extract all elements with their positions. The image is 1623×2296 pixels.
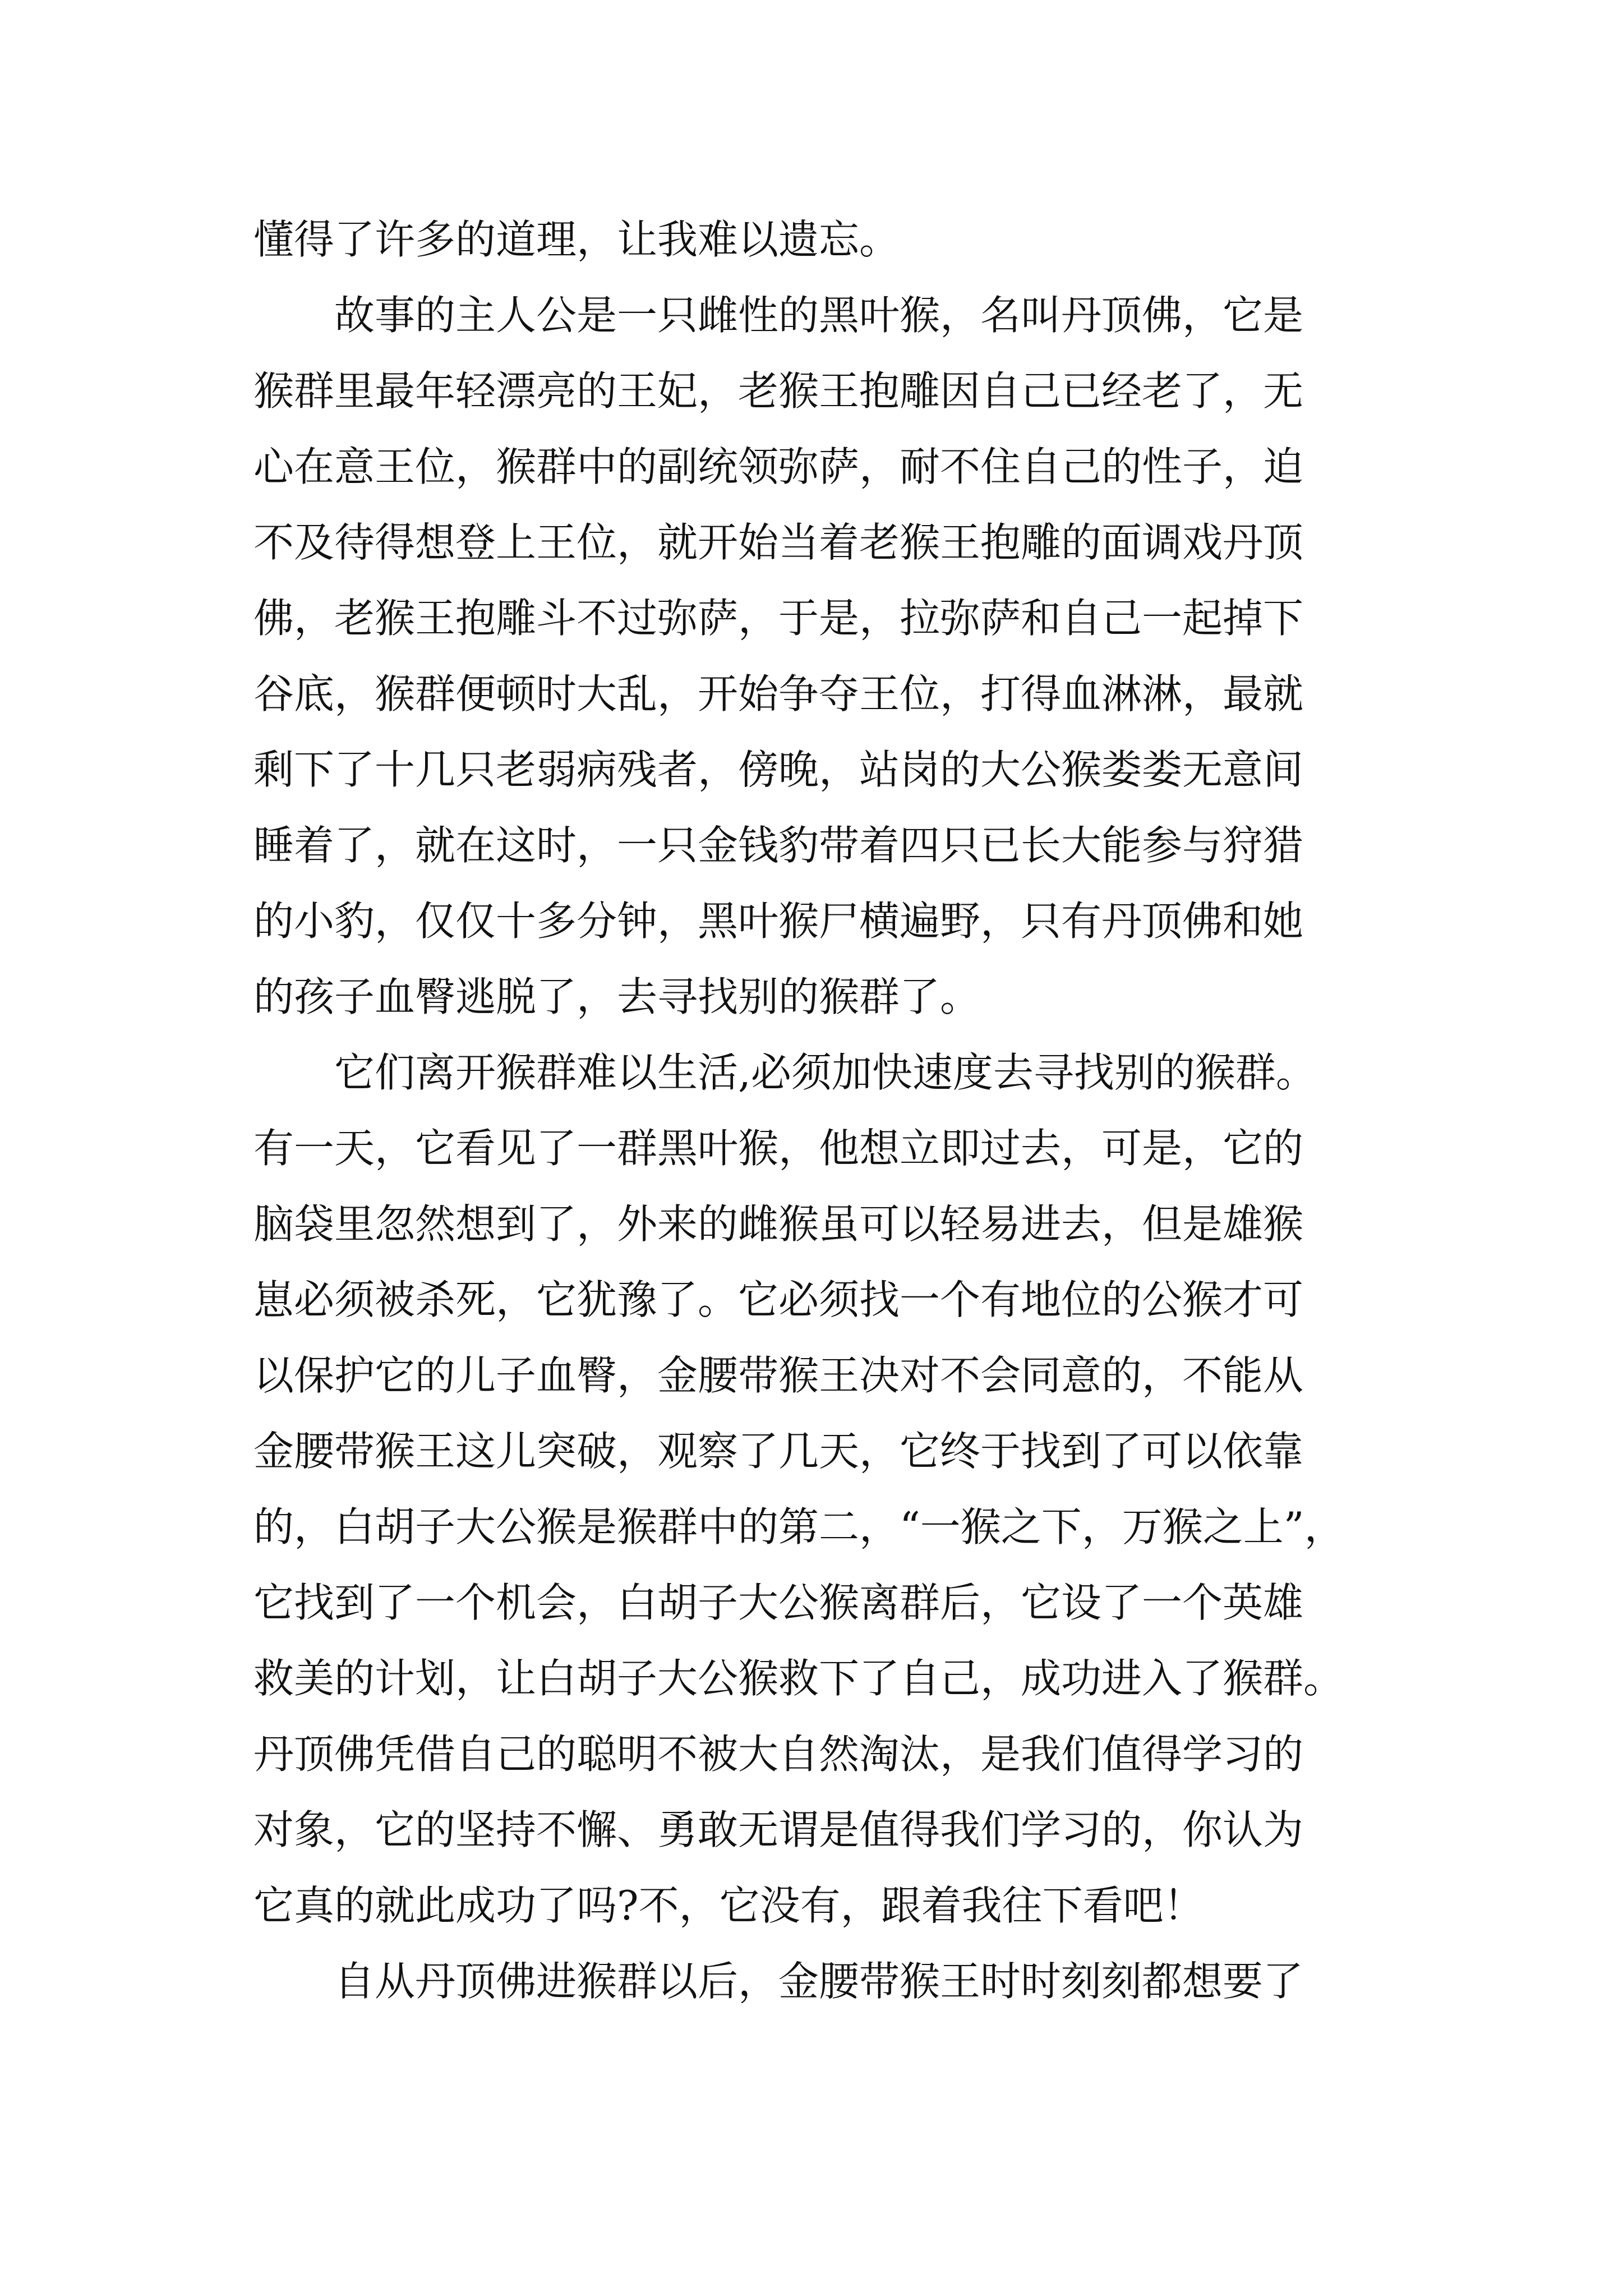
text-line: 懂得了许多的道理，让我难以遗忘。 [253,216,900,263]
text-line: 崽必须被杀死，它犹豫了。它必须找一个有地位的公猴才可 [253,1276,1304,1323]
text-line: 脑袋里忽然想到了，外来的雌猴虽可以轻易进去，但是雄猴 [253,1200,1304,1248]
text-line: 金腰带猴王这儿突破，观察了几天，它终于找到了可以依靠 [253,1428,1304,1475]
text-line: 剩下了十几只老弱病残者，傍晚，站岗的大公猴娄娄无意间 [253,746,1304,793]
text-line: 故事的主人公是一只雌性的黑叶猴，名叫丹顶佛，它是 [334,292,1304,339]
text-line: 猴群里最年轻漂亮的王妃，老猴王抱雕因自己已经老了，无 [253,367,1304,415]
text-line: 心在意王位，猴群中的副统领弥萨，耐不住自己的性子，迫 [253,443,1304,490]
text-line: 有一天，它看见了一群黑叶猴，他想立即过去，可是，它的 [253,1125,1304,1172]
text-line: 不及待得想登上王位，就开始当着老猴王抱雕的面调戏丹顶 [253,519,1304,566]
text-line: 它们离开猴群难以生活,必须加快速度去寻找别的猴群。 [334,1049,1316,1096]
text-line: 谷底，猴群便顿时大乱，开始争夺王位，打得血淋淋，最就 [253,670,1304,717]
text-line: 睡着了，就在这时，一只金钱豹带着四只已长大能参与狩猎 [253,822,1304,869]
body-text [253,202,1431,2019]
text-line: 它找到了一个机会，白胡子大公猴离群后，它设了一个英雄 [253,1579,1304,1626]
text-line: 的孩子血臀逃脱了，去寻找别的猴群了。 [253,973,981,1020]
text-line: 丹顶佛凭借自己的聪明不被大自然淘汰，是我们值得学习的 [253,1731,1304,1778]
text-line: 佛，老猴王抱雕斗不过弥萨，于是，拉弥萨和自己一起掉下 [253,595,1304,642]
text-line: 的小豹，仅仅十多分钟，黑叶猴尸横遍野，只有丹顶佛和她 [253,898,1304,945]
text-line: 自从丹顶佛进猴群以后，金腰带猴王时时刻刻都想要了 [334,1958,1304,2005]
text-line: 以保护它的儿子血臀，金腰带猴王决对不会同意的，不能从 [253,1352,1304,1399]
text-line: 救美的计划，让白胡子大公猴救下了自己，成功进入了猴群。 [253,1655,1344,1702]
text-line: 对象，它的坚持不懈、勇敢无谓是值得我们学习的，你认为 [253,1806,1304,1853]
text-line: 的，白胡子大公猴是猴群中的第二，“一猴之下，万猴之上”， [253,1503,1345,1550]
text-line: 它真的就此成功了吗?不，它没有，跟着我往下看吧！ [253,1882,1204,1929]
